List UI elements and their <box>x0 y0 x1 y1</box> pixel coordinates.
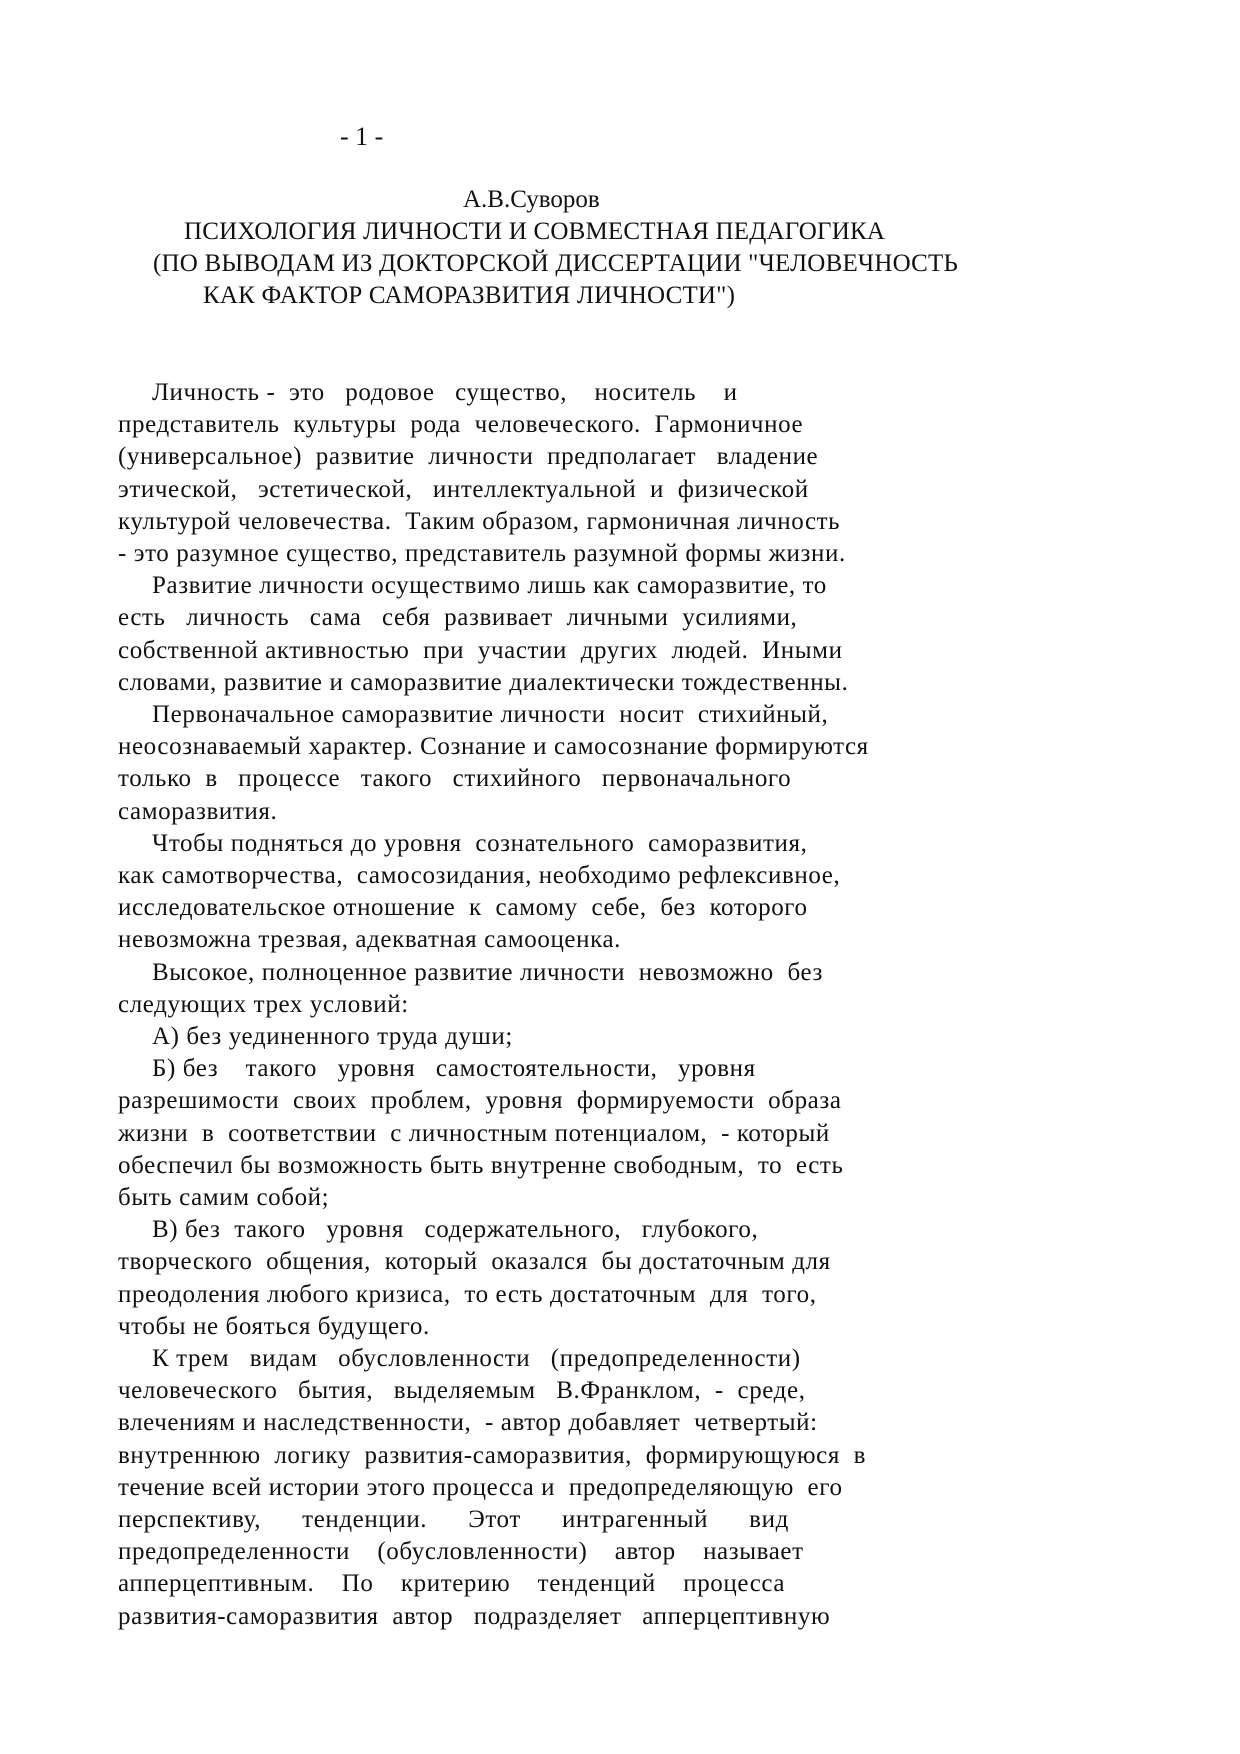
text-line: течение всей истории этого процесса и предопределяющую его <box>118 1473 843 1501</box>
text-line: этической, эстетической, интеллектуальной и физической <box>118 475 809 503</box>
title-line-1: ПСИХОЛОГИЯ ЛИЧНОСТИ И СОВМЕСТНАЯ ПЕДАГОГИКА <box>184 218 886 245</box>
text-line: словами, развитие и саморазвитие диалектически тождественны. <box>118 668 849 696</box>
text-line: человеческого бытия, выделяемым В.Франклом, - среде, <box>118 1377 806 1405</box>
text-line: неосознаваемый характер. Сознание и самосознание формируются <box>118 733 869 761</box>
text-line: саморазвития. <box>118 797 278 825</box>
text-line: Развитие личности осуществимо лишь как саморазвитие, то <box>152 572 827 600</box>
text-line: Б) без такого уровня самостоятельности, уровня <box>152 1055 756 1083</box>
title-line-3: КАК ФАКТОР САМОРАЗВИТИЯ ЛИЧНОСТИ") <box>203 282 736 309</box>
text-line: (универсальное) развитие личности предполагает владение <box>118 443 819 471</box>
text-line: преодоления любого кризиса, то есть достаточным для того, <box>118 1280 817 1308</box>
title-line-2: (ПО ВЫВОДАМ ИЗ ДОКТОРСКОЙ ДИССЕРТАЦИИ "ЧЕЛОВЕЧНОСТЬ <box>153 250 959 277</box>
text-line: творческого общения, который оказался бы достаточным для <box>118 1248 831 1276</box>
text-line: быть самим собой; <box>118 1184 330 1211</box>
text-line: перспективу, тенденции. Этот интрагенный вид <box>118 1506 789 1533</box>
text-line: собственной активностью при участии других людей. Иными <box>118 636 843 664</box>
text-line: обеспечил бы возможность быть внутренне свободным, то есть <box>118 1151 844 1179</box>
text-line: А) без уединенного труда души; <box>152 1023 513 1050</box>
text-line: Высокое, полноценное развитие личности невозможно без <box>152 958 823 986</box>
text-line: - это разумное существо, представитель разумной формы жизни. <box>118 540 846 567</box>
text-line: Личность - это родовое существо, носитель и <box>152 379 738 406</box>
text-line: предопределенности (обусловленности) автор называет <box>118 1538 804 1566</box>
text-line: представитель культуры рода человеческого. Гармоничное <box>118 411 804 439</box>
text-line: чтобы не бояться будущего. <box>118 1312 430 1340</box>
text-line: Чтобы подняться до уровня сознательного саморазвития, <box>152 829 808 857</box>
text-line: влечениям и наследственности, - автор добавляет четвертый: <box>118 1409 818 1437</box>
text-line: жизни в соответствии с личностным потенциалом, - который <box>118 1119 830 1147</box>
text-line: Первоначальное саморазвитие личности носит стихийный, <box>152 701 829 728</box>
text-line: только в процессе такого стихийного первоначального <box>118 765 792 793</box>
text-line: внутреннюю логику развития-саморазвития, формирующуюся в <box>118 1441 867 1469</box>
text-line: есть личность сама себя развивает личными усилиями, <box>118 604 798 632</box>
author-name: А.В.Суворов <box>463 186 600 213</box>
text-line: разрешимости своих проблем, уровня формируемости образа <box>118 1087 842 1115</box>
text-line: В) без такого уровня содержательного, глубокого, <box>152 1216 759 1244</box>
text-line: апперцептивным. По критерию тенденций процесса <box>118 1570 786 1598</box>
text-line: К трем видам обусловленности (предопределенности) <box>152 1345 801 1372</box>
text-line: культурой человечества. Таким образом, гармоничная личность <box>118 507 841 535</box>
text-line: как самотворчества, самосозидания, необходимо рефлексивное, <box>118 862 841 889</box>
text-line: развития-саморазвития автор подразделяет апперцептивную <box>118 1602 831 1630</box>
text-line: следующих трех условий: <box>118 990 409 1018</box>
text-line: невозможна трезвая, адекватная самооценка. <box>118 926 622 954</box>
page-number: - 1 - <box>340 122 384 151</box>
text-line: исследовательское отношение к самому себе, без которого <box>118 894 808 922</box>
